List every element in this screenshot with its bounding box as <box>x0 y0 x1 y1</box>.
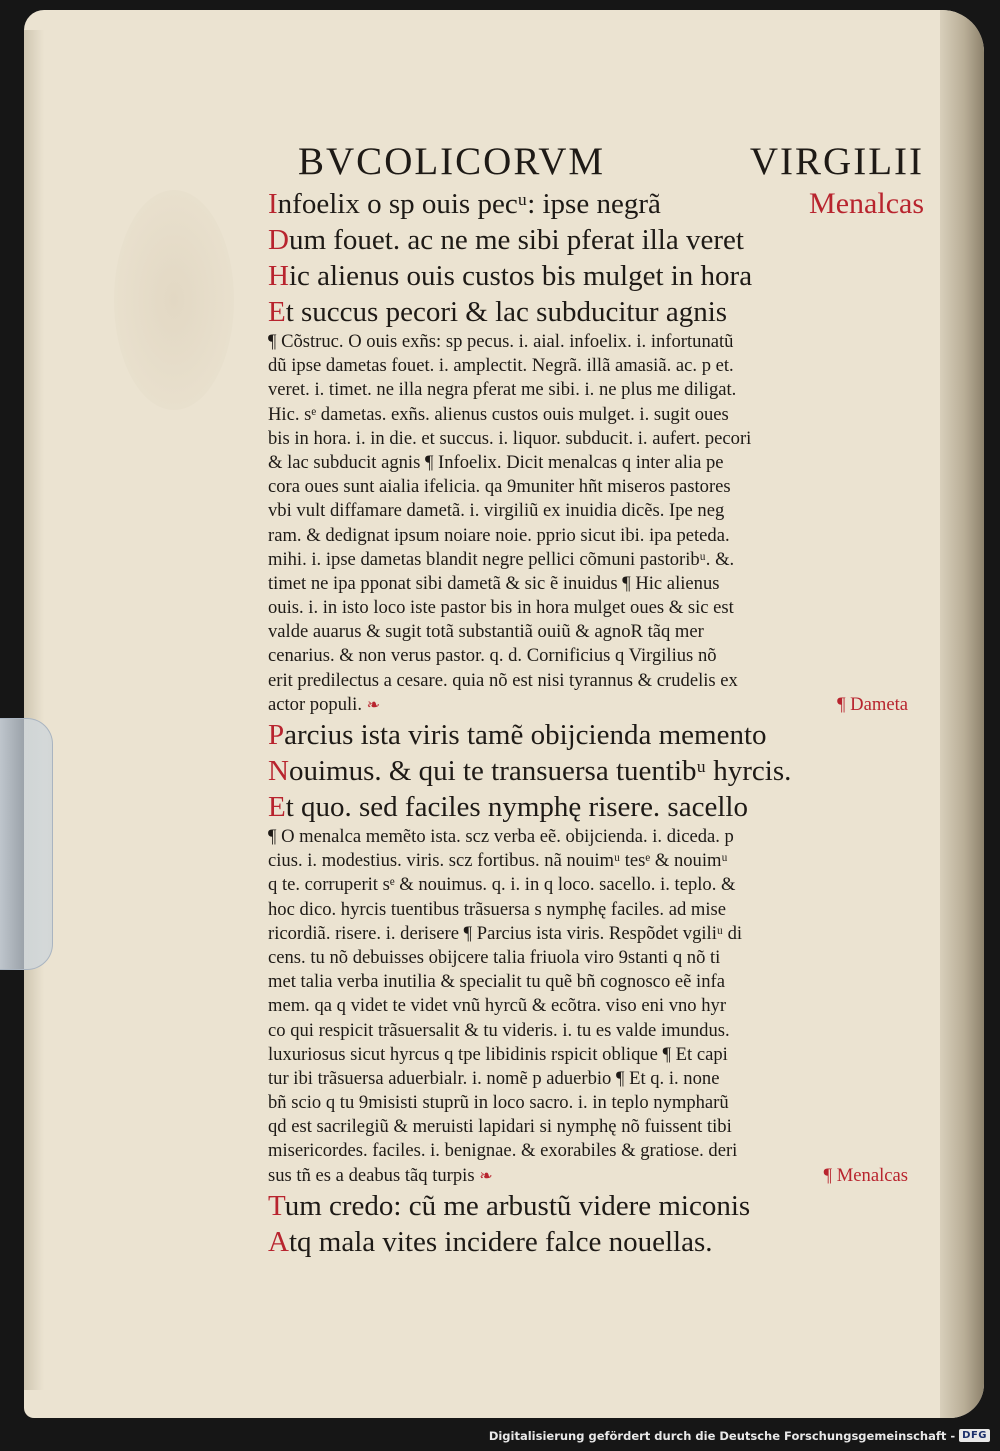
funding-notice: Digitalisierung gefördert durch die Deutsche Forschungsgemeinschaft - <box>488 1428 956 1443</box>
verse-line <box>268 1224 938 1260</box>
commentary-line <box>268 1164 938 1188</box>
commentary-line: veret. i. timet. ne illa negra pferat me sibi. i. ne plus me diligat. <box>268 379 737 401</box>
verse-text: ic alienus ouis custos bis mulget in hora <box>288 260 753 292</box>
verse-line <box>268 753 938 789</box>
commentary-line: mem. qa q videt te videt vnũ hyrcũ & ecõtra. viso eni vno hyr <box>268 995 727 1017</box>
commentary-line: q te. corruperit sᵉ & nouimus. q. i. in q loco. sacello. i. teplo. & <box>268 874 736 896</box>
dfg-logo: DFG <box>959 1429 990 1442</box>
commentary-line: ram. & dedignat ipsum noiare noie. pprio sicut ibi. ipa peteda. <box>268 524 730 546</box>
rubricated-initial: E <box>268 296 286 328</box>
running-head-right: VIRGILII <box>749 140 924 183</box>
commentary-line: & lac subducit agnis ¶ Infoelix. Dicit menalcas q inter alia pe <box>268 451 724 473</box>
speaker-label: ¶ Dameta <box>837 693 908 715</box>
verse-text: t succus pecori & lac subducitur agnis <box>285 296 728 328</box>
commentary-line: Hic. sᵉ dametas. exñs. alienus custos ouis mulget. i. sugit oues <box>268 403 729 425</box>
rubricated-initial: H <box>268 260 289 292</box>
rubricated-initial: P <box>268 719 285 751</box>
commentary-line: mihi. i. ipse dametas blandit negre pellici cõmuni pastoribᵘ. &. <box>268 548 735 570</box>
book-page <box>24 10 984 1418</box>
rubricated-initial: N <box>268 755 289 787</box>
running-head <box>268 138 938 186</box>
line-filler-ornament: ❧ <box>479 1167 493 1185</box>
verse-text: t quo. sed faciles nymphę risere. sacello <box>285 791 748 823</box>
verse-text: um fouet. ac ne me sibi pferat illa veret <box>288 224 744 256</box>
verse-text: arcius ista viris tamẽ obijcienda memento <box>284 719 767 751</box>
speaker-label: Menalcas <box>809 187 924 220</box>
commentary-line: luxuriosus sicut hyrcus q tpe libidinis rspicit oblique ¶ Et capi <box>268 1043 728 1065</box>
footer-bar <box>0 1420 1000 1451</box>
page-holder-clip <box>0 718 53 970</box>
speaker-label: ¶ Menalcas <box>823 1164 908 1186</box>
verse-line <box>268 717 938 753</box>
commentary-line: qd est sacrilegiũ & meruisti lapidari si nymphę nõ fuissent tibi <box>268 1116 732 1138</box>
commentary-line: valde auarus & sugit totã substantiã ouiũ & agnoR tãq mer <box>268 621 704 643</box>
running-head-left: BVCOLICORVM <box>298 140 606 183</box>
commentary-line: tur ibi trãsuersa aduerbialr. i. nomẽ p aduerbio ¶ Et q. i. none <box>268 1067 720 1089</box>
commentary-line: bñ scio q tu 9misisti stuprũ in loco sacro. i. in teplo nympharũ <box>268 1092 729 1114</box>
verse-line <box>268 1188 938 1224</box>
verse-line <box>268 789 938 825</box>
verse-text: um credo: cũ me arbustũ videre miconis <box>284 1189 751 1222</box>
verse-text: ouimus. & qui te transuersa tuentibᵘ hyrcis. <box>288 755 792 787</box>
rubricated-initial: E <box>268 791 286 823</box>
commentary-line: cenarius. & non verus pastor. q. d. Cornificius q Virgilius nõ <box>268 645 717 667</box>
commentary-line: hoc dico. hyrcis tuentibus trãsuersa s nymphę faciles. ad mise <box>268 898 727 920</box>
commentary-text: sus tñ es a deabus tãq turpis <box>268 1164 475 1186</box>
rubricated-initial: T <box>268 1189 285 1222</box>
line-filler-ornament: ❧ <box>366 696 381 714</box>
book-gutter <box>940 10 984 1418</box>
commentary-line: bis in hora. i. in die. et succus. i. liquor. subducit. i. aufert. pecori <box>268 427 752 449</box>
commentary-line: ¶ O menalca memẽto ista. scz verba eẽ. obijcienda. i. diceda. p <box>268 826 734 847</box>
verse-line <box>268 294 938 330</box>
commentary-line: co qui respicit trãsuersalit & tu videris. i. tu es valde imundus. <box>268 1019 730 1041</box>
verse-line <box>268 258 938 294</box>
commentary-line: ouis. i. in isto loco iste pastor bis in hora mulget oues & sic est <box>268 597 734 619</box>
rubricated-initial: A <box>268 1225 289 1258</box>
commentary-line: ¶ Cõstruc. O ouis exñs: sp pecus. i. aial. infoelix. i. infortunatũ <box>268 331 734 352</box>
commentary-line: dũ ipse dametas fouet. i. amplectit. Negrã. illã amasiã. ac. p et. <box>268 355 734 377</box>
commentary-line: timet ne ipa pponat sibi dametã & sic ẽ inuidus ¶ Hic alienus <box>268 572 720 594</box>
commentary-line: misericordes. faciles. i. benignae. & exorabiles & gratiose. deri <box>268 1140 738 1162</box>
commentary-line: ricordiã. risere. i. derisere ¶ Parcius ista viris. Respõdet vgiliᵘ di <box>268 922 743 944</box>
text-block <box>268 138 938 1260</box>
rubricated-initial: I <box>268 188 278 220</box>
commentary-line: cius. i. modestius. viris. scz fortibus. nã nouimᵘ tesᵉ & nouimᵘ <box>268 850 728 872</box>
commentary-line: met talia verba inutilia & specialit tu quẽ bñ cognosco eẽ infa <box>268 971 725 993</box>
commentary-line: cora oues sunt aialia ifelicia. qa 9muniter hñt miseros pastores <box>268 476 731 498</box>
commentary-line <box>268 693 938 717</box>
paper-stain <box>114 190 234 410</box>
commentary-line: cens. tu nõ debuisses obijcere talia friuola viro 9stanti q nõ ti <box>268 946 721 968</box>
verse-line <box>268 186 938 222</box>
verse-text: nfoelix o sp ouis pecᵘ: ipse negrã <box>277 188 661 220</box>
verse-text: tq mala vites incidere falce nouellas. <box>288 1225 713 1258</box>
commentary-text: actor populi. <box>268 693 362 715</box>
rubricated-initial: D <box>268 224 289 256</box>
verse-line <box>268 222 938 258</box>
commentary-line: vbi vult diffamare dametã. i. virgiliũ ex inuidia dicẽs. Ipe neg <box>268 500 725 522</box>
page-left-edge <box>24 30 44 1390</box>
commentary-line: erit predilectus a cesare. quia nõ est nisi tyrannus & crudelis ex <box>268 669 738 691</box>
